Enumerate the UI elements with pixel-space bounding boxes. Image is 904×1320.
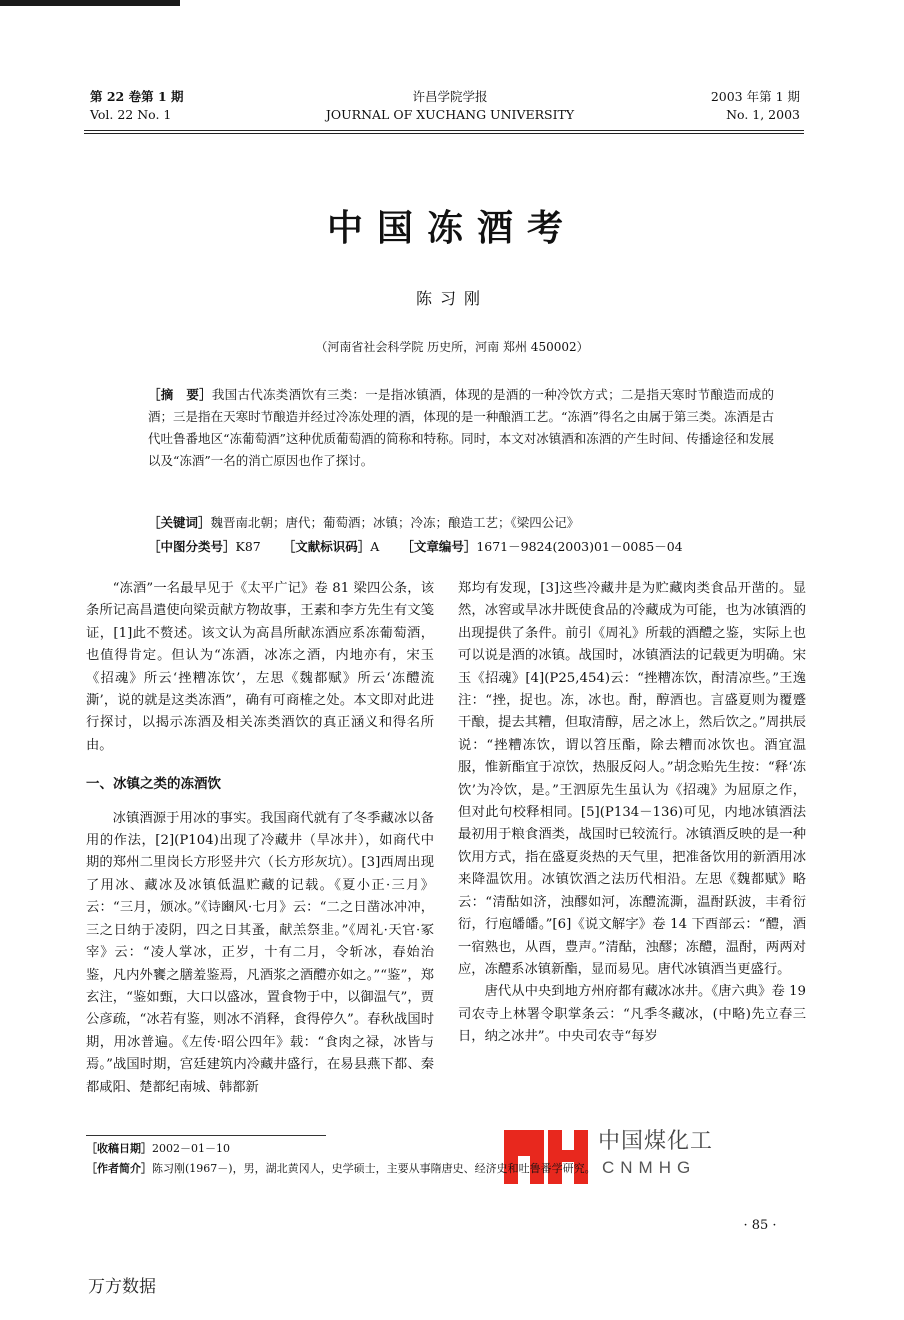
paragraph: 郑均有发现，[3]这些冷藏井是为贮藏肉类食品开凿的。显然，冰窖或旱冰井既使食品的冷藏成为可能，也为冰镇酒的出现提供了条件。前引《周礼》所载的酒醴之鉴，实际上也可以说是酒的冰镇。战国时，冰镇酒法的记载更为明确。宋玉《招魂》[4](P25,454)云：“挫糟冻饮，酎清凉些。”王逸注：“挫，捉也。冻，冰也。酎，醇酒也。言盛夏则为覆蹙干酿，提去其糟，但取清醇，居之冰上，然后饮之。”周拱辰说：“挫糟冻饮，谓以笤压酯，除去糟而冰饮也。酒宜温服，惟新酯宜于凉饮，热服反闷人。”胡念贻先生按：“释‘冻饮’为冷饮，是。”王泗原先生虽认为《招魂》为屈原之作，但对此句校释相同。[5](P134－136)可见，内地冰镇酒法最初用于粮食酒类，战国时已较流行。冰镇酒反映的是一种饮用方式，指在盛夏炎热的天气里，把准备饮用的新酒用冰来降温饮用。冰镇饮酒之法历代相沿。左思《魏都赋》略云：“清酤如济，浊醪如河，冻醴流澌，温酎跃波，丰肴衍衍，行庖皤皤。”[6]《说文解字》卷 14 下酉部云：“醴，酒一宿熟也，从酉，豊声。”清酤，浊醪；冻醴，温酎，两两对应，冻醴系冰镇新酯，显而易见。唐代冰镇酒当更盛行。 bbox=[458, 581, 806, 977]
volume-en: Vol. 22 No. 1 bbox=[90, 107, 172, 122]
top-edge-bar bbox=[0, 0, 180, 6]
author-affiliation: （河南省社会科学院 历史所，河南 郑州 450002） bbox=[315, 340, 589, 354]
received-value: 2002－01－10 bbox=[152, 1142, 230, 1155]
keywords bbox=[148, 512, 774, 534]
abstract bbox=[148, 384, 774, 472]
journal-cn: 许昌学院学报 bbox=[412, 89, 488, 104]
volume-cn: 第 22 卷第 1 期 bbox=[90, 89, 184, 104]
issue-en: No. 1, 2003 bbox=[726, 107, 800, 122]
author-bio-value: 陈习刚(1967－)，男，湖北黄冈人，史学硕士，主要从事隋唐史、经济史和吐鲁番学研究。 bbox=[152, 1162, 596, 1175]
doc-label: ［文献标识码］ bbox=[282, 539, 371, 554]
issue-info bbox=[640, 88, 800, 124]
abstract-text: 我国古代冻类酒饮有三类：一是指冰镇酒，体现的是酒的一种冷饮方式；二是指天寒时节酿造而成的酒；三是指在天寒时节酿造并经过冷冻处理的酒，体现的是一种酿酒工艺。“冻酒”得名之由属于第三类。冻酒是古代吐鲁番地区“冻葡萄酒”这种优质葡萄酒的简称和特称。同时，本文对冰镇酒和冻酒的产生时间、传播途径和发展以及“冻酒”一名的消亡原因也作了探讨。 bbox=[148, 387, 774, 468]
keywords-label: ［关键词］ bbox=[148, 515, 211, 530]
received-date bbox=[86, 1140, 806, 1158]
classification-line bbox=[148, 536, 788, 558]
paragraph: 唐代从中央到地方州府都有藏冰冰井。《唐六典》卷 19 司农寺上林署令职掌条云：“凡季冬藏冰，(中略)先立春三日，纳之冰井”。中央司农寺“每岁 bbox=[458, 984, 806, 1045]
article-author: 陈习刚 bbox=[415, 289, 488, 308]
body-column-right bbox=[458, 578, 806, 1049]
watermark-cn: 中国煤化工 bbox=[598, 1129, 714, 1154]
author-bio bbox=[86, 1160, 806, 1178]
clc-label: ［中图分类号］ bbox=[148, 539, 236, 554]
received-label: ［收稿日期］ bbox=[86, 1142, 152, 1155]
article-number-label: ［文章编号］ bbox=[401, 539, 477, 554]
abstract-label: ［摘 要］ bbox=[148, 387, 212, 402]
keywords-text: 魏晋南北朝；唐代；葡萄酒；冰镇；冷冻；酿造工艺；《梁四公记》 bbox=[210, 515, 580, 530]
section-heading: 一、冰镇之类的冻酒饮 bbox=[86, 776, 221, 793]
article-number-value: 1671－9824(2003)01－0085－04 bbox=[476, 539, 683, 554]
header-rule-top bbox=[84, 130, 804, 131]
source-mark: 万方数据 bbox=[88, 1277, 156, 1296]
watermark-en: CNMHG bbox=[602, 1158, 697, 1177]
header-rule-bottom bbox=[84, 133, 804, 134]
paragraph: “冻酒”一名最早见于《太平广记》卷 81 梁四公条，该条所记高昌遣使向梁贡献方物故事，王素和李方先生有文笺证，[1]此不赘述。该文认为高昌所献冻酒应系冻葡萄酒，也值得肯定。但认为“冻酒，冰冻之酒，内地亦有，宋玉《招魂》所云‘挫糟冻饮’，左思《魏都赋》所云‘冻醴流澌’，说的就是这类冻酒”，确有可商榷之处。本文即对此进行探讨，以揭示冻酒及相关冻类酒饮的真正涵义和得名所由。 bbox=[86, 581, 434, 753]
author-bio-label: ［作者简介］ bbox=[86, 1162, 152, 1175]
issue-cn: 2003 年第 1 期 bbox=[710, 89, 800, 104]
volume-info bbox=[90, 88, 184, 124]
page-number: · 85 · bbox=[743, 1218, 777, 1233]
journal-info bbox=[300, 88, 600, 124]
article-title: 中国冻酒考 bbox=[326, 207, 577, 249]
body-column-left bbox=[86, 578, 434, 1099]
paragraph: 冰镇酒源于用冰的事实。我国商代就有了冬季藏冰以备用的作法，[2](P104)出现了冷藏井（旱冰井），如商代中期的郑州二里岗长方形竖井穴（长方形灰坑）。[3]西周出现了用冰、藏冰及冰镇低温贮藏的记载。《夏小正·三月》云：“三月，颁冰。”《诗豳风·七月》云：“二之日凿冰冲冲，三之日纳于凌阴，四之日其蚤，献羔祭韭。”《周礼·天官·冢宰》云：“凌人掌冰，正岁，十有二月，令斩冰，春始治鉴，凡内外饔之膳羞鉴焉，凡酒浆之酒醴亦如之。”“鉴”，郑玄注，“鉴如甄，大口以盛冰，置食物于中，以御温气”，贾公彦疏，“冰若有鉴，则冰不消释，食得停久”。春秋战国时期，用冰普遍。《左传·昭公四年》载：“食肉之禄，冰皆与焉。”战国时期，宫廷建筑内冷藏井盛行，在易县燕下都、秦都咸阳、楚都纪南城、韩都新 bbox=[86, 810, 434, 1095]
clc-value: K87 bbox=[235, 539, 261, 554]
doc-value: A bbox=[370, 539, 380, 554]
footnote-rule bbox=[86, 1135, 326, 1136]
journal-en: JOURNAL OF XUCHANG UNIVERSITY bbox=[325, 107, 575, 122]
